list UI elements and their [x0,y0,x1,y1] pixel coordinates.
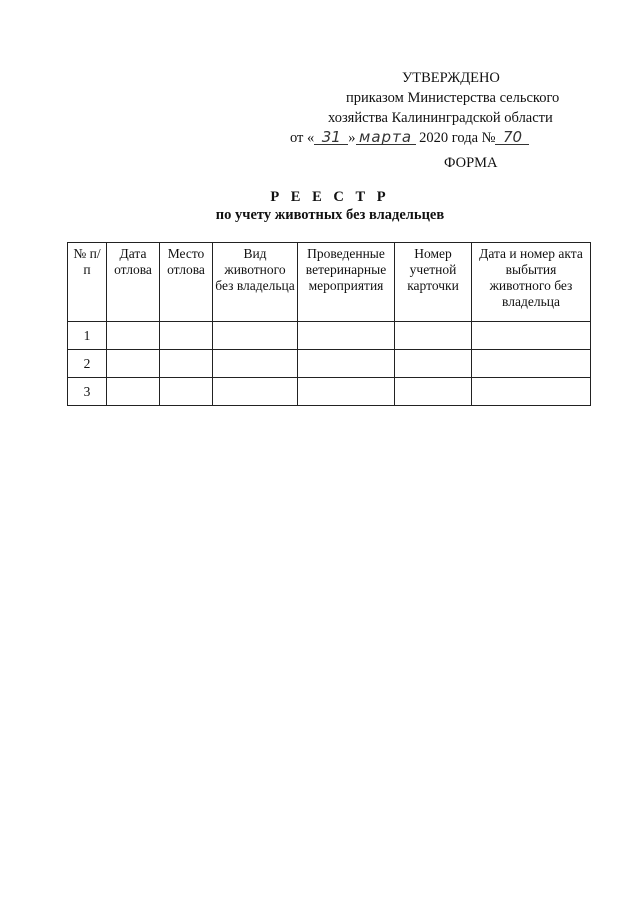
table-cell [395,350,472,378]
table-cell: 1 [68,322,107,350]
table-cell [213,378,298,406]
table-cell: 3 [68,378,107,406]
table-cell [472,322,591,350]
approval-heading: УТВЕРЖДЕНО [402,70,500,86]
table-cell [472,378,591,406]
approval-order-line: приказом Министерства сельского [346,90,560,106]
header-vet-measures: Проведенные ветеринарные мероприятия [298,243,395,322]
table-cell [298,322,395,350]
year-text: 2020 года № [419,130,496,146]
registry-subtitle: по учету животных без владельцев [215,207,445,223]
header-disposal-act: Дата и номер акта выбытия животного без владельца [472,243,591,322]
date-prefix: от « [290,130,315,146]
table-cell [107,322,160,350]
table-cell [107,350,160,378]
table-header-row [68,243,591,322]
approval-block [290,68,590,148]
table-cell [160,322,213,350]
table-row [68,350,591,378]
table-cell [213,322,298,350]
document-title [0,188,640,224]
header-card-number: Номер учетной карточки [395,243,472,322]
header-animal-type: Вид животного без владельца [213,243,298,322]
approval-ministry-line: хозяйства Калининградской области [328,110,553,126]
handwritten-month: марта [356,130,416,145]
form-label: ФОРМА [444,155,498,171]
header-capture-date: Дата отлова [107,243,160,322]
table-row [68,378,591,406]
table-cell [395,378,472,406]
approval-date-line [290,128,590,148]
table-cell [160,350,213,378]
table-cell [298,378,395,406]
table-cell [472,350,591,378]
registry-title: Р Е Е С Т Р [270,189,390,205]
header-number: № п/п [68,243,107,322]
handwritten-day: 31 [314,130,348,145]
header-capture-place: Место отлова [160,243,213,322]
table-cell [395,322,472,350]
table-cell: 2 [68,350,107,378]
table-cell [298,350,395,378]
table-cell [213,350,298,378]
table-row [68,322,591,350]
handwritten-order-number: 70 [495,130,529,145]
registry-table [67,242,591,406]
table-cell [107,378,160,406]
date-quote-close: » [348,130,356,146]
table-cell [160,378,213,406]
